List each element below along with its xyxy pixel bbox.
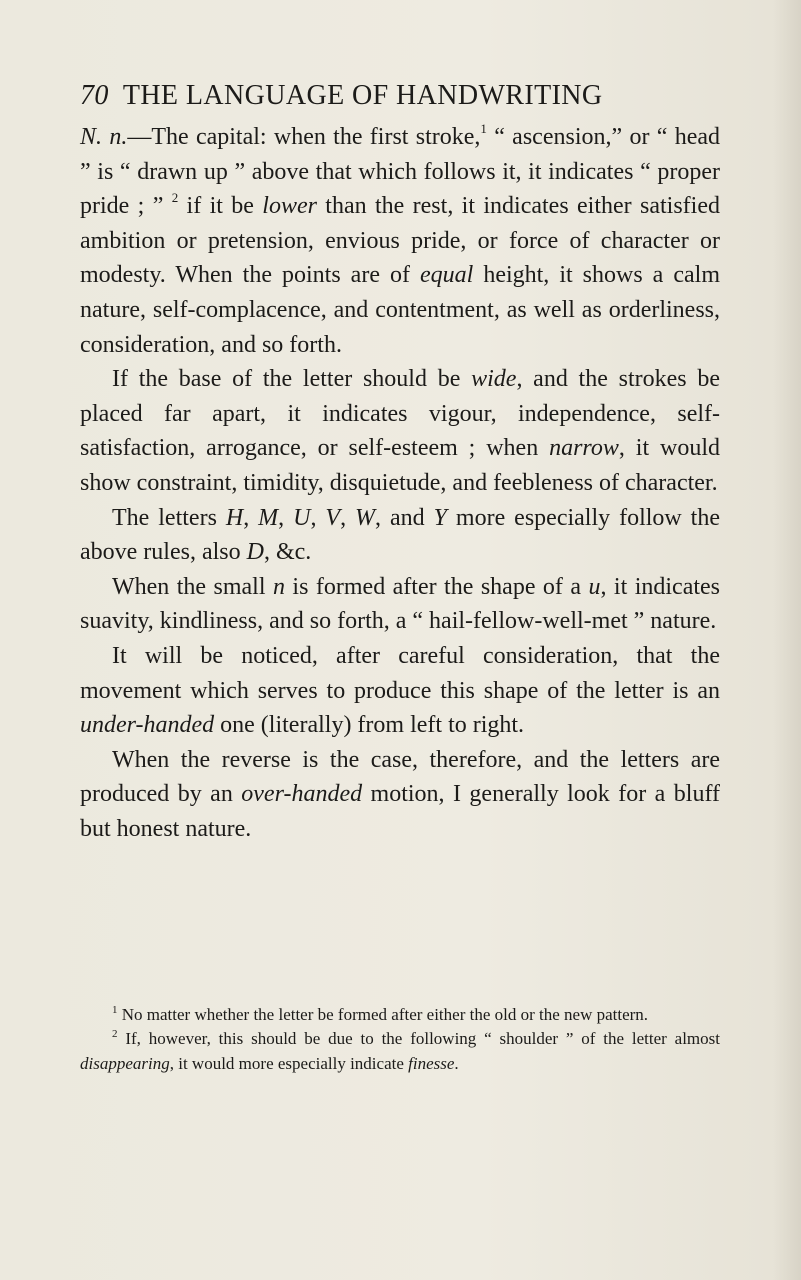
text-run: , and the strokes be placed far apart, it indicates vigour, independence, self-satisfaction, arrogance, or self-esteem ; when xyxy=(80,366,720,462)
text-run: is formed after the shape of a xyxy=(284,573,589,600)
emphasis: finesse xyxy=(408,1053,455,1073)
letter: n xyxy=(272,573,285,600)
text-run: , xyxy=(340,504,356,531)
footnote-ref-2: 2 xyxy=(171,190,179,206)
paragraph-1 xyxy=(80,120,720,362)
footnote-mark: 1 xyxy=(112,1004,118,1016)
text-run: The letters xyxy=(112,504,226,531)
footnote-text: No matter whether the letter be formed after either the old or the new pattern. xyxy=(117,1005,649,1024)
footnote-text: , it would more especially indicate xyxy=(169,1053,409,1073)
letter: W xyxy=(355,504,376,531)
emphasis: under-handed xyxy=(80,712,215,739)
footnote-2 xyxy=(80,1027,720,1076)
text-run: , &c. xyxy=(263,539,312,566)
footnote-text: If, however, this should be due to the following “ shoulder ” of the letter almost xyxy=(117,1029,720,1049)
text-run: height, it shows a calm nature, self-complacence, and contentment, as well as orderliness, consideration, and so forth. xyxy=(80,262,720,358)
emphasis: over-handed xyxy=(241,781,363,808)
footnote-text: . xyxy=(454,1053,459,1073)
letter: u xyxy=(588,573,601,600)
running-header xyxy=(80,80,720,112)
page-edge-shadow xyxy=(773,0,801,1280)
text-run: , xyxy=(310,504,326,531)
paragraph-5 xyxy=(80,639,720,743)
letter: H xyxy=(225,504,244,531)
text-run: , and xyxy=(375,504,434,531)
paragraph-3 xyxy=(80,501,720,570)
text-run: , xyxy=(243,504,259,531)
text-run: , it indicates suavity, kindliness, and so forth, a “ hail-fellow-well-met ” nature. xyxy=(80,573,721,635)
footnote-1 xyxy=(80,1003,720,1027)
running-title: THE LANGUAGE OF HANDWRITING xyxy=(122,80,603,111)
letter: V xyxy=(325,504,341,531)
emphasis: equal xyxy=(419,262,474,289)
letter: D xyxy=(246,539,264,566)
text-run: When the small xyxy=(112,573,273,600)
paragraph-6 xyxy=(80,743,720,847)
lead-letters: N. n. xyxy=(80,124,128,150)
paragraph-2 xyxy=(80,362,720,500)
page-number: 70 xyxy=(80,80,109,111)
text-run: more especially follow the above rules, also xyxy=(80,504,721,566)
letter: U xyxy=(293,504,311,531)
text-run: It will be noticed, after careful consideration, that the movement which serves to produce this shape of the letter is an xyxy=(80,642,720,704)
footnote-ref-1: 1 xyxy=(480,121,487,136)
text-run: , it would show constraint, timidity, disquietude, and feebleness of character. xyxy=(80,435,720,496)
footnotes xyxy=(80,1003,720,1076)
emphasis: lower xyxy=(262,193,317,220)
text-run: one (literally) from left to right. xyxy=(214,712,525,739)
paragraph-4 xyxy=(80,570,720,639)
emphasis: narrow xyxy=(549,435,619,462)
text-run: if it be xyxy=(178,193,263,220)
letter: M xyxy=(258,504,279,531)
text-run: “ ascension,” or “ head ” is “ drawn up ” above that which follows it, it indicates “ proper pride ; ” xyxy=(80,124,721,220)
text-run: , xyxy=(278,504,294,531)
text-run: If the base of the letter should be xyxy=(112,366,472,393)
body-text xyxy=(80,120,720,846)
footnote-mark: 2 xyxy=(112,1028,118,1041)
text-run: —The capital: when the first stroke, xyxy=(127,124,481,150)
letter: Y xyxy=(433,504,447,531)
text-run: motion, I generally look for a bluff but honest nature. xyxy=(80,781,720,842)
emphasis: wide xyxy=(471,366,517,393)
text-run: than the rest, it indicates either satisfied ambition or pretension, envious pride, or force of character or modesty. When the points are of xyxy=(80,193,720,289)
text-run: When the reverse is the case, therefore, and the letters are produced by an xyxy=(80,746,720,808)
emphasis: disappearing xyxy=(80,1053,170,1073)
